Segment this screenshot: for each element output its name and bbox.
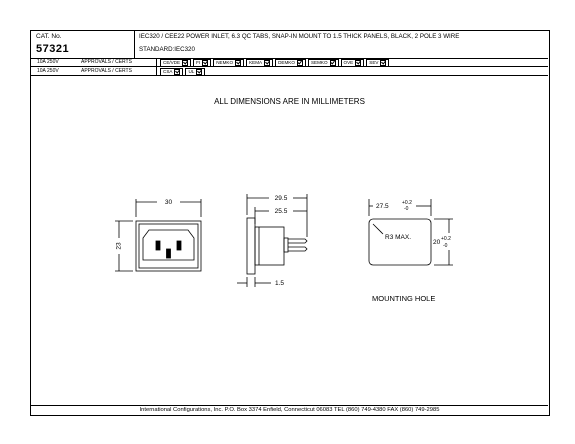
cert-label: SEMKO [310,59,328,65]
pin-right [177,241,181,250]
cert-label: OVE [343,59,354,65]
cutout-height-tol-plus: +0.2 [441,236,451,242]
tab-block [284,238,288,252]
rating: 10A 250V [37,59,59,65]
approvals-label: APPROVALS / CERTS [81,59,132,65]
radius-leader [373,224,383,234]
cert-label: KEMA [249,59,263,65]
product-standard: STANDARD:IEC320 [139,46,195,53]
side-inner-width-label: 25.5 [274,208,288,215]
cert-label: DEMKO [278,59,295,65]
rating: 10A 250V [37,68,59,74]
side-view [237,194,307,287]
cutout-height-label: 20 [433,239,441,246]
cert-label: CE/VDE [163,59,181,65]
front-width-label: 30 [164,199,173,206]
qc-tab-lower [288,247,307,251]
catalog-number: 57321 [36,43,70,55]
drawing-sheet [30,30,550,416]
approvals-label: APPROVALS / CERTS [81,68,132,74]
product-description: IEC320 / CEE22 POWER INLET, 6.3 QC TABS, SNAP-IN MOUNT TO 1.5 THICK PANELS, BLACK, 2 POLE 3 WIRE [139,33,460,40]
cert-label: SEV [369,59,379,65]
side-flange [247,218,255,274]
cutout-width-tol-minus: -0 [404,206,409,212]
cutout-radius-label: R3 MAX. [385,234,412,241]
front-view [115,199,201,271]
cert-label: NEMKO [216,59,234,65]
pin-left [156,241,160,250]
cert-label: CSA [163,68,173,74]
company-footer: International Configurations, Inc. P.O. Box 3374 Enfield, Connecticut 06083 TEL (860) 749-4380 FAX (860) 749-2985 [31,405,548,415]
dimensions-note: ALL DIMENSIONS ARE IN MILLIMETERS [214,97,365,106]
pin-earth [167,249,171,258]
side-thickness-label: 1.5 [275,280,285,287]
cutout-outline [369,219,431,265]
cutout-width-tol-plus: +0.2 [402,200,412,206]
front-outline [136,221,201,271]
front-height-label: 23 [115,242,123,250]
qc-tab-upper [288,239,307,243]
side-outer-width-label: 29.5 [274,195,288,202]
cutout-width-label: 27.5 [376,203,389,210]
catalog-label: CAT. No. [36,33,62,40]
cutout-height-tol-minus: -0 [443,243,448,249]
front-inner-outline [139,224,198,268]
cert-label: UL [188,68,195,74]
cert-label: FI [196,59,201,65]
mounting-hole-label: MOUNTING HOLE [372,294,436,303]
technical-drawing [31,31,548,415]
